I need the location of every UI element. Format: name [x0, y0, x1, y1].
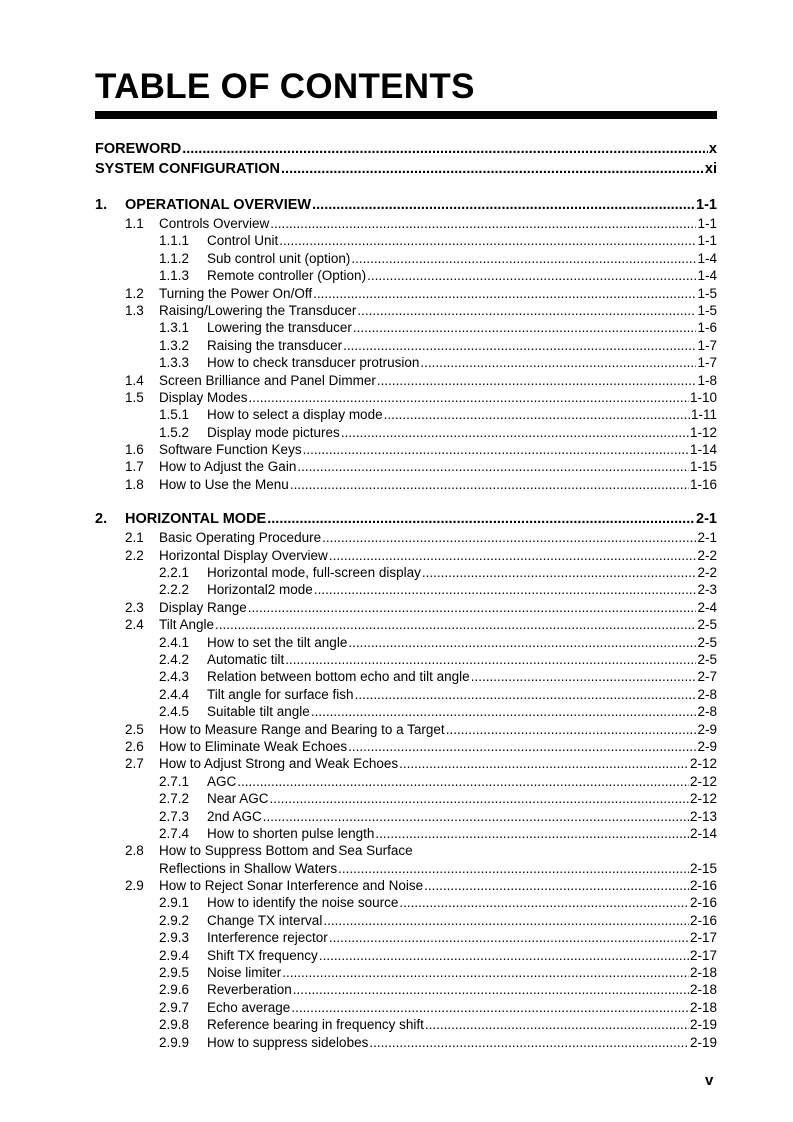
toc-subsection[interactable]	[95, 981, 717, 998]
dot-leader	[377, 372, 697, 389]
entry-number: 1.6	[125, 442, 144, 458]
entry-title: Horizontal2 mode	[207, 582, 313, 598]
entry-number: 2.1	[125, 530, 144, 546]
toc-chapter[interactable]	[95, 509, 717, 529]
entry-title: Screen Brilliance and Panel Dimmer	[159, 372, 376, 388]
entry-page: 2-19	[689, 1017, 717, 1033]
entry-number: 1.1.2	[159, 250, 190, 266]
toc-section[interactable]	[95, 389, 717, 406]
entry-title: Near AGC	[207, 791, 269, 807]
dot-leader	[322, 529, 696, 546]
entry-page: 2-2	[697, 547, 717, 563]
dot-leader	[399, 894, 689, 911]
toc-subsection[interactable]	[95, 686, 717, 703]
entry-title: OPERATIONAL OVERVIEW	[125, 197, 312, 213]
entry-title: How to suppress sidelobes	[207, 1034, 369, 1050]
entry-number: 2.5	[125, 721, 144, 737]
dot-leader	[351, 250, 696, 267]
entry-page: 1-1	[696, 197, 717, 213]
entry-title: Change TX interval	[207, 912, 323, 928]
toc-section[interactable]	[95, 842, 717, 859]
entry-number: 2.9.9	[159, 1034, 190, 1050]
entry-number: 2.9.2	[159, 912, 190, 928]
entry-title: How to Eliminate Weak Echoes	[159, 738, 348, 754]
toc-subsection[interactable]	[95, 808, 717, 825]
entry-page: 2-5	[697, 634, 717, 650]
dot-leader	[399, 755, 689, 772]
entry-title: HORIZONTAL MODE	[125, 511, 267, 528]
dot-leader	[319, 947, 689, 964]
toc-subsection[interactable]	[95, 668, 717, 685]
entry-number: 1.	[95, 197, 108, 213]
entry-number: 1.3.2	[159, 337, 190, 353]
dot-leader	[303, 441, 689, 458]
toc-subsection[interactable]	[95, 773, 717, 790]
dot-leader	[281, 159, 704, 179]
entry-page: 2-17	[689, 930, 717, 946]
entry-title: Shift TX frequency	[207, 947, 318, 963]
entry-number: 2.8	[125, 843, 144, 859]
dot-leader	[446, 721, 697, 738]
toc-list	[95, 139, 717, 1051]
entry-number: 2.4	[125, 617, 144, 633]
entry-number: 2.4.5	[159, 704, 190, 720]
toc-section[interactable]	[95, 529, 717, 546]
dot-leader	[293, 981, 689, 998]
entry-page: 1-15	[689, 459, 717, 475]
entry-number: 2.7.1	[159, 773, 190, 789]
toc-section[interactable]	[95, 877, 717, 894]
entry-title: Tilt Angle	[159, 617, 215, 633]
entry-title: How to Use the Menu	[159, 476, 289, 492]
entry-page: 2-8	[697, 704, 717, 720]
toc-subsection[interactable]	[95, 337, 717, 354]
entry-page: 2-19	[689, 1034, 717, 1050]
entry-number: 1.5.1	[159, 407, 190, 423]
entry-page: 2-3	[697, 582, 717, 598]
toc-subsection[interactable]	[95, 825, 717, 842]
entry-page: 1-8	[697, 372, 717, 388]
page-title: TABLE OF CONTENTS	[95, 67, 475, 106]
toc-section-continued[interactable]	[95, 860, 717, 877]
entry-page: 2-5	[697, 617, 717, 633]
toc-subsection[interactable]	[95, 354, 717, 371]
toc-subsection[interactable]	[95, 1034, 717, 1051]
entry-number: 1.8	[125, 476, 144, 492]
toc-subsection[interactable]	[95, 319, 717, 336]
toc-section[interactable]	[95, 547, 717, 564]
toc-section[interactable]	[95, 721, 717, 738]
dot-leader	[329, 929, 689, 946]
entry-number: 2.7.3	[159, 808, 190, 824]
entry-number: 2.9.8	[159, 1017, 190, 1033]
entry-number: 1.1.3	[159, 268, 190, 284]
entry-number: 2.4.3	[159, 669, 190, 685]
entry-title: FOREWORD	[95, 141, 182, 157]
toc-subsection[interactable]	[95, 703, 717, 720]
entry-page: 2-1	[697, 530, 717, 546]
dot-leader	[297, 458, 689, 475]
entry-title: Relation between bottom echo and tilt angle	[207, 669, 470, 685]
entry-number: 2.4.2	[159, 651, 190, 667]
entry-title: Tilt angle for surface fish	[207, 686, 354, 702]
entry-title: Horizontal mode, full-screen display	[207, 565, 421, 581]
dot-leader	[329, 547, 697, 564]
entry-title: Display Range	[159, 599, 247, 615]
dot-leader	[311, 703, 697, 720]
dot-leader	[290, 476, 689, 493]
entry-title: Automatic tilt	[207, 651, 285, 667]
entry-page: 2-15	[689, 860, 717, 876]
dot-leader	[422, 564, 697, 581]
dot-leader	[270, 790, 689, 807]
toc-section[interactable]	[95, 441, 717, 458]
entry-page: 2-16	[689, 878, 717, 894]
entry-page: 2-12	[689, 756, 717, 772]
toc-section[interactable]	[95, 738, 717, 755]
entry-page: 1-6	[697, 320, 717, 336]
entry-page: 1-16	[689, 476, 717, 492]
entry-page: 2-9	[697, 738, 717, 754]
entry-page: 1-1	[697, 216, 717, 231]
entry-number: 1.3.3	[159, 355, 190, 371]
entry-title: Noise limiter	[207, 965, 282, 981]
entry-number: 2.7	[125, 756, 144, 772]
toc-section[interactable]	[95, 755, 717, 772]
dot-leader	[267, 509, 695, 529]
entry-page: 2-12	[689, 791, 717, 807]
entry-page: 2-1	[696, 511, 717, 528]
dot-leader	[357, 302, 696, 319]
entry-title: How to Measure Range and Bearing to a Target	[159, 721, 445, 737]
entry-title: Reflections in Shallow Waters	[159, 860, 338, 876]
entry-number: 1.4	[125, 372, 144, 388]
title-rule	[95, 111, 717, 119]
toc-subsection[interactable]	[95, 651, 717, 668]
entry-title: How to Adjust Strong and Weak Echoes	[159, 756, 399, 772]
dot-leader	[425, 1016, 689, 1033]
dot-leader	[375, 825, 689, 842]
entry-title: Display Modes	[159, 389, 248, 405]
toc-front-entry[interactable]	[95, 159, 717, 179]
entry-number: 1.1.1	[159, 233, 190, 249]
entry-number: 1.7	[125, 459, 144, 475]
dot-leader	[353, 319, 697, 336]
entry-title: How to check transducer protrusion	[207, 355, 420, 371]
entry-title: Software Function Keys	[159, 442, 302, 458]
entry-page: 2-16	[689, 895, 717, 911]
toc-section[interactable]	[95, 616, 717, 633]
entry-page: 2-17	[689, 947, 717, 963]
entry-number: 2.9.7	[159, 999, 190, 1015]
dot-leader	[323, 912, 689, 929]
entry-page: 1-12	[689, 424, 717, 440]
dot-leader	[249, 389, 689, 406]
entry-title: Remote controller (Option)	[207, 268, 367, 284]
entry-page: 1-1	[697, 233, 717, 249]
entry-title: How to select a display mode	[207, 407, 383, 423]
entry-page: 1-4	[697, 250, 717, 266]
entry-page: 1-10	[689, 389, 717, 405]
entry-title: Raising the transducer	[207, 337, 343, 353]
entry-page: 2-18	[689, 982, 717, 998]
entry-number: 1.1	[125, 216, 144, 231]
dot-leader	[369, 1034, 689, 1051]
dot-leader	[263, 808, 689, 825]
entry-number: 2.9.1	[159, 895, 190, 911]
dot-leader	[348, 634, 696, 651]
entry-title: 2nd AGC	[207, 808, 262, 824]
toc-subsection[interactable]	[95, 999, 717, 1016]
toc-subsection[interactable]	[95, 634, 717, 651]
entry-title: Horizontal Display Overview	[159, 547, 328, 563]
entry-number: 2.9.3	[159, 930, 190, 946]
entry-title: Reference bearing in frequency shift	[207, 1017, 424, 1033]
entry-number: 2.7.4	[159, 825, 190, 841]
toc-front-entry[interactable]	[95, 139, 717, 159]
entry-number: 2.6	[125, 738, 144, 754]
dot-leader	[237, 773, 689, 790]
entry-title: Suitable tilt angle	[207, 704, 310, 720]
toc-section[interactable]	[95, 302, 717, 319]
entry-title: Basic Operating Procedure	[159, 530, 322, 546]
entry-number: 2.4.1	[159, 634, 190, 650]
entry-page: 2-7	[697, 669, 717, 685]
dot-leader	[282, 964, 689, 981]
entry-page: 1-11	[690, 407, 717, 423]
entry-number: 2.4.4	[159, 686, 190, 702]
dot-leader	[471, 668, 697, 685]
toc-subsection[interactable]	[95, 947, 717, 964]
toc-subsection[interactable]	[95, 232, 717, 249]
entry-number: 2.3	[125, 599, 144, 615]
entry-page: xi	[704, 161, 717, 177]
entry-page: 2-18	[689, 965, 717, 981]
entry-page: 1-7	[697, 337, 717, 353]
toc-section[interactable]	[95, 476, 717, 493]
entry-title: Echo average	[207, 999, 291, 1015]
entry-title: How to Reject Sonar Interference and Noise	[159, 878, 424, 894]
entry-number: 1.5	[125, 389, 144, 405]
entry-title: SYSTEM CONFIGURATION	[95, 161, 281, 177]
entry-number: 1.2	[125, 285, 144, 301]
entry-page: 1-7	[697, 355, 717, 371]
entry-title: Display mode pictures	[207, 424, 340, 440]
entry-number: 2.9.4	[159, 947, 190, 963]
dot-leader	[279, 232, 696, 249]
toc-subsection[interactable]	[95, 894, 717, 911]
entry-title: How to Suppress Bottom and Sea Surface	[159, 843, 413, 859]
dot-leader	[285, 651, 696, 668]
entry-title: Turning the Power On/Off	[159, 285, 313, 301]
entry-number: 1.3.1	[159, 320, 190, 336]
dot-leader	[314, 581, 697, 598]
dot-leader	[312, 195, 695, 215]
entry-title: Interference rejector	[207, 930, 328, 946]
toc-subsection[interactable]	[95, 564, 717, 581]
toc-subsection[interactable]	[95, 1016, 717, 1033]
entry-number: 2.9.5	[159, 965, 190, 981]
toc-subsection[interactable]	[95, 250, 717, 267]
entry-page: x	[708, 141, 717, 157]
entry-page: 2-2	[697, 565, 717, 581]
entry-number: 2.2.2	[159, 582, 190, 598]
entry-page: 1-4	[697, 268, 717, 284]
toc-subsection[interactable]	[95, 929, 717, 946]
entry-page: 2-4	[697, 599, 717, 615]
spacer	[95, 493, 717, 509]
entry-page: 2-16	[689, 912, 717, 928]
spacer	[95, 179, 717, 195]
entry-page: 1-14	[689, 442, 717, 458]
entry-title: How to Adjust the Gain	[159, 459, 297, 475]
entry-title: Controls Overview	[159, 216, 270, 231]
entry-number: 1.3	[125, 302, 144, 318]
dot-leader	[367, 267, 696, 284]
dot-leader	[313, 285, 696, 302]
entry-number: 1.5.2	[159, 424, 190, 440]
dot-leader	[338, 860, 689, 877]
dot-leader	[424, 877, 689, 894]
entry-title: How to identify the noise source	[207, 895, 399, 911]
entry-title: How to set the tilt angle	[207, 634, 348, 650]
dot-leader	[182, 139, 708, 159]
toc-chapter[interactable]	[95, 195, 717, 215]
entry-page: 2-18	[689, 999, 717, 1015]
entry-title: Lowering the transducer	[207, 320, 352, 336]
toc-subsection[interactable]	[95, 964, 717, 981]
entry-page: 2-5	[697, 651, 717, 667]
toc-section[interactable]	[95, 372, 717, 389]
entry-page: 2-14	[689, 825, 717, 841]
entry-page: 2-12	[689, 773, 717, 789]
toc-subsection[interactable]	[95, 790, 717, 807]
dot-leader	[341, 424, 689, 441]
dot-leader	[248, 599, 697, 616]
entry-title: AGC	[207, 773, 237, 789]
toc-subsection[interactable]	[95, 424, 717, 441]
entry-title: Raising/Lowering the Transducer	[159, 302, 357, 318]
entry-number: 2.2	[125, 547, 144, 563]
dot-leader	[215, 616, 696, 633]
page-number: v	[705, 1072, 714, 1089]
toc-subsection[interactable]	[95, 406, 717, 423]
toc-subsection[interactable]	[95, 267, 717, 284]
entry-title: Control Unit	[207, 233, 279, 249]
entry-page: 1-5	[697, 302, 717, 318]
entry-page: 2-13	[689, 808, 717, 824]
entry-title: How to shorten pulse length	[207, 825, 375, 841]
dot-leader	[270, 215, 696, 232]
entry-number: 2.	[95, 511, 108, 528]
entry-title: Reverberation	[207, 982, 292, 998]
dot-leader	[420, 354, 696, 371]
toc-subsection[interactable]	[95, 581, 717, 598]
toc-section[interactable]	[95, 458, 717, 475]
entry-page: 1-5	[697, 285, 717, 301]
dot-leader	[343, 337, 696, 354]
entry-number: 2.9.6	[159, 982, 190, 998]
entry-title: Sub control unit (option)	[207, 250, 351, 266]
entry-page: 2-8	[697, 686, 717, 702]
entry-number: 2.7.2	[159, 791, 190, 807]
entry-number: 2.2.1	[159, 565, 190, 581]
dot-leader	[355, 686, 697, 703]
dot-leader	[291, 999, 689, 1016]
toc-section[interactable]	[95, 599, 717, 616]
dot-leader	[384, 406, 690, 423]
entry-number: 2.9	[125, 878, 144, 894]
dot-leader	[348, 738, 696, 755]
toc-section[interactable]	[95, 215, 717, 232]
toc-subsection[interactable]	[95, 912, 717, 929]
entry-page: 2-9	[697, 721, 717, 737]
toc-section[interactable]	[95, 285, 717, 302]
